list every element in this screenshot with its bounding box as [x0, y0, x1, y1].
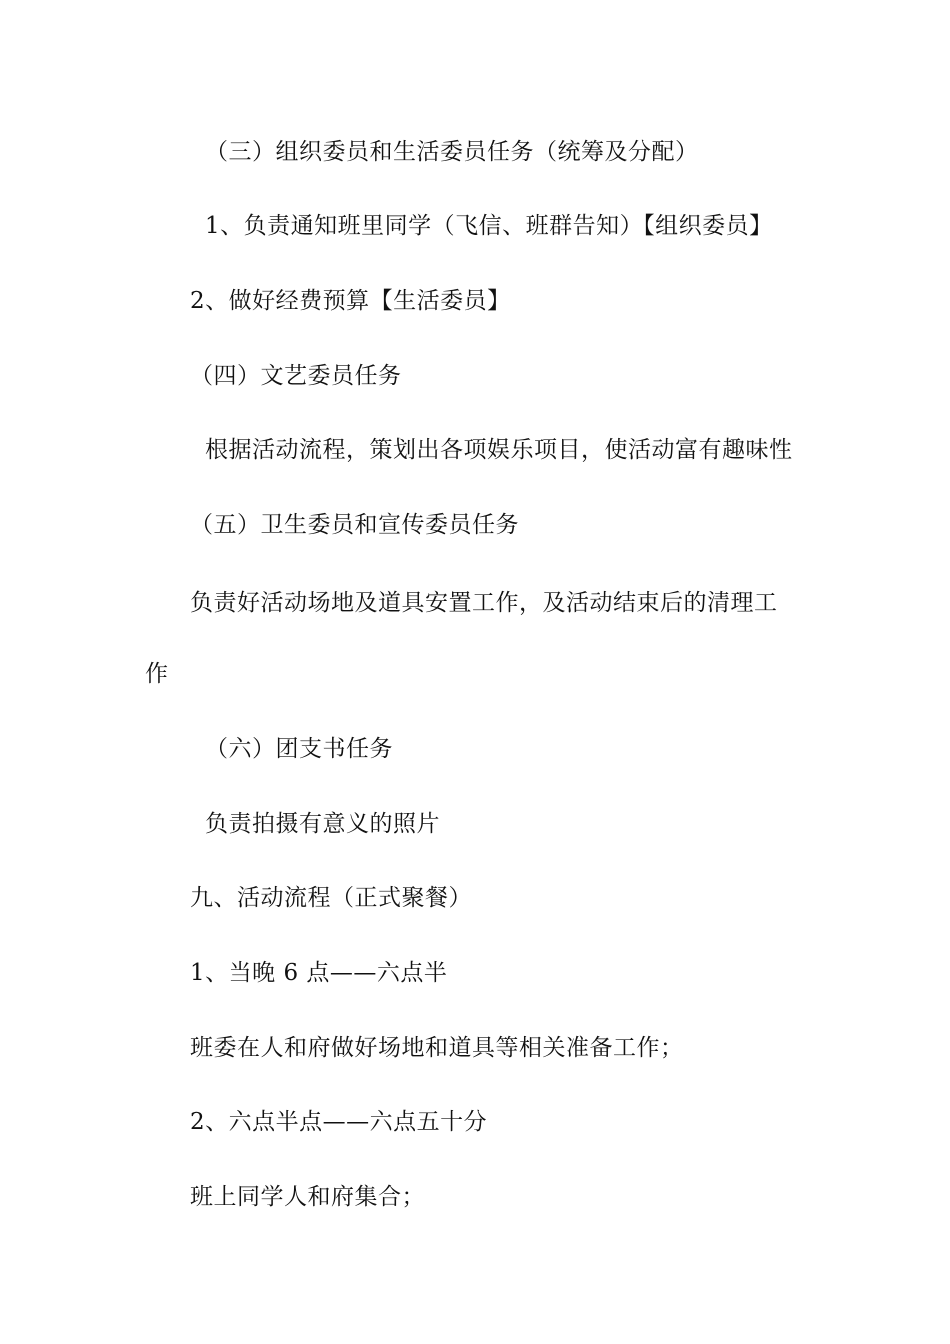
- item-notify-classmates: 1、负责通知班里同学（飞信、班群告知）【组织委员】: [205, 213, 773, 239]
- section-six-heading: （六）团支书任务: [205, 736, 393, 762]
- flow-step-two-detail: 班上同学人和府集合；: [190, 1184, 425, 1210]
- paragraph-photos: 负责拍摄有意义的照片: [205, 811, 440, 837]
- flow-step-two: 2、六点半点——六点五十分: [190, 1109, 488, 1135]
- paragraph-cleanup-line2: 作: [145, 661, 169, 687]
- item-budget: 2、做好经费预算【生活委员】: [190, 288, 511, 314]
- section-five-heading: （五）卫生委员和宣传委员任务: [190, 512, 519, 538]
- section-three-heading: （三）组织委员和生活委员任务（统筹及分配）: [205, 139, 699, 165]
- flow-step-one: 1、当晚 6 点——六点半: [190, 960, 448, 986]
- section-nine-heading: 九、活动流程（正式聚餐）: [190, 885, 472, 911]
- paragraph-entertainment: 根据活动流程，策划出各项娱乐项目，使活动富有趣味性: [205, 437, 793, 463]
- flow-step-one-detail: 班委在人和府做好场地和道具等相关准备工作；: [190, 1035, 684, 1061]
- paragraph-cleanup-line1: 负责好活动场地及道具安置工作，及活动结束后的清理工: [190, 590, 778, 616]
- section-four-heading: （四）文艺委员任务: [190, 363, 402, 389]
